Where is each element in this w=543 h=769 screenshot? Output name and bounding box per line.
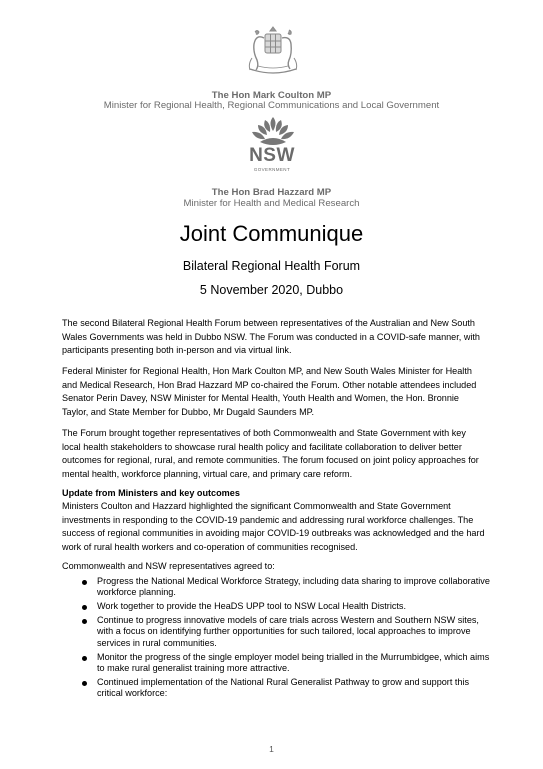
forum-paragraph: The Forum brought together representatives of both Commonwealth and State Government with key local health stakeholders to showcase rural health policy and facilitate collaboration to deliver better outcomes for regional, rural, and remote communities. The forum focused on joint policy approaches for mental health, workforce planning, virtual care, and primary care reform.: [62, 428, 479, 479]
list-item-text: Monitor the progress of the single employer model being trialled in the Murrumbidgee, which aims to make rural generalist training more attractive.: [97, 651, 490, 674]
list-item-text: Work together to provide the HeaDS UPP tool to NSW Local Health Districts.: [97, 601, 406, 612]
nsw-logo-text: NSW: [249, 145, 295, 166]
bullet-icon: [82, 656, 87, 661]
page-number: 1: [269, 744, 274, 754]
minister1-name: The Hon Mark Coulton MP: [211, 90, 332, 101]
minister2-role: Minister for Health and Medical Research: [183, 198, 360, 209]
list-item: [62, 677, 490, 700]
bullet-icon: [82, 605, 87, 610]
agreement-list: [62, 576, 490, 702]
bullet-icon: [82, 681, 87, 686]
update-paragraph: Ministers Coulton and Hazzard highlighted the significant Commonwealth and State Government investments in responding to the COVID-19 pandemic and addressing rural workforce challenges. The success of regional communities in avoiding major COVID-19 outbreaks was acknowledged and the hard work of rural health workers and co-operation of communities recognised.: [62, 501, 485, 552]
list-item: [62, 652, 490, 675]
attendees-paragraph: Federal Minister for Regional Health, Hon Mark Coulton MP, and New South Wales Minister for Health and Medical Research, Hon Brad Hazzard MP co-chaired the Forum. Other notable attendees included Senator Perin Davey, NSW Minister for Mental Health, Youth Health and Women, the Hon. Bronnie Taylor, and State Member for Dubbo, Mr Dugald Saunders MP.: [62, 366, 477, 417]
bullet-icon: [82, 580, 87, 585]
coat-of-arms-icon: [244, 24, 302, 76]
list-item: [62, 615, 490, 649]
list-item: [62, 601, 490, 612]
nsw-logo-subtext: GOVERNMENT: [253, 167, 291, 172]
document-title: Joint Communique: [179, 221, 364, 246]
bullet-icon: [82, 619, 87, 624]
intro-paragraph: The second Bilateral Regional Health Forum between representatives of the Australian and New South Wales Governments was held in Dubbo NSW. The Forum was conducted in a COVID-safe manner, with participants presenting both in-person and via virtual link.: [62, 318, 480, 356]
section-heading: Update from Ministers and key outcomes: [62, 488, 240, 498]
list-item-text: Continued implementation of the National Rural Generalist Pathway to grow and support this critical workforce:: [97, 676, 470, 699]
agreed-intro: Commonwealth and NSW representatives agreed to:: [62, 561, 275, 571]
document-subtitle: Bilateral Regional Health Forum: [182, 259, 361, 273]
list-item: [62, 576, 490, 599]
minister2-name: The Hon Brad Hazzard MP: [211, 187, 332, 198]
list-item-text: Continue to progress innovative models of care trials across Western and Southern NSW sites, with a focus on identifying further opportunities for such tailored, local approaches to improve services in rural communities.: [97, 615, 479, 648]
minister1-role: Minister for Regional Health, Regional Communications and Local Government: [103, 100, 440, 111]
document-date: 5 November 2020, Dubbo: [199, 283, 344, 297]
list-item-text: Progress the National Medical Workforce Strategy, including data sharing to improve collaborative workforce planning.: [97, 576, 490, 598]
